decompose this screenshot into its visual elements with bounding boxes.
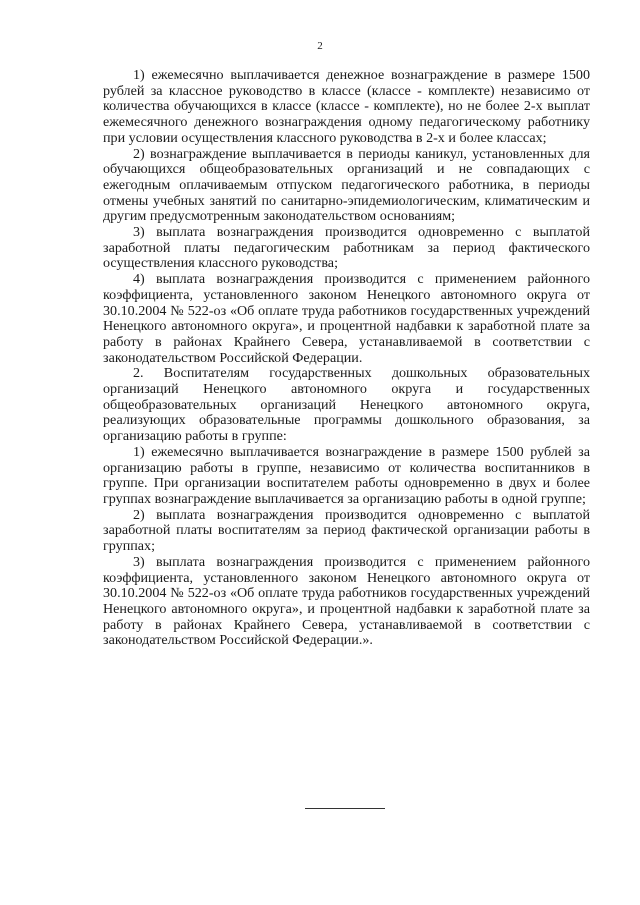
paragraph-2-1: 1) ежемесячно выплачивается вознаграждение в размере 1500 рублей за организацию работы в группе, независимо от количества воспитанников в группе. При организации воспитателем работы одновременно в двух и более группах вознаграждение выплачивается за организацию работы в одной группе;: [103, 443, 590, 507]
end-divider: [305, 808, 385, 809]
paragraph-2-intro: 2. Воспитателям государственных дошкольных образовательных организаций Ненецкого автономного округа и государственных общеобразовательных организаций Ненецкого автономного округа, реализующих образовательные программы дошкольного образования, за организацию работы в группе:: [103, 365, 590, 445]
paragraph-1-1: 1) ежемесячно выплачивается денежное вознаграждение в размере 1500 рублей за классное руководство в классе (классе - комплекте) независимо от количества обучающихся в классе (классе - комплекте), но не более 2-х выплат ежемесячного денежного вознаграждения одному педагогическому работнику при условии осуществления классного руководства в 2-х и более классах;: [103, 67, 590, 146]
document-body: [103, 68, 590, 649]
paragraph-1-3: 3) выплата вознаграждения производится одновременно с выплатой заработной платы педагогическим работникам за период фактического осуществления классного руководства;: [103, 224, 590, 272]
paragraph-2-2: 2) выплата вознаграждения производится одновременно с выплатой заработной платы воспитателям за период фактической организации работы в группах;: [103, 506, 590, 555]
paragraph-1-4: 4) выплата вознаграждения производится с применением районного коэффициента, установленного законом Ненецкого автономного округа от 30.10.2004 № 522-оз «Об оплате труда работников государственных учреждений Ненецкого автономного округа», и процентной надбавки к заработной плате за работу в районах Крайнего Севера, устанавливаемой в соответствии с законодательством Российской Федерации.: [103, 271, 590, 366]
paragraph-2-3: 3) выплата вознаграждения производится с применением районного коэффициента, установленного законом Ненецкого автономного округа от 30.10.2004 № 522-оз «Об оплате труда работников государственных учреждений Ненецкого автономного округа», и процентной надбавки к заработной плате за работу в районах Крайнего Севера, устанавливаемой в соответствии с законодательством Российской Федерации.».: [103, 553, 590, 649]
paragraph-1-2: 2) вознаграждение выплачивается в периоды каникул, установленных для обучающихся общеобразовательных организаций и не совпадающих с ежегодным оплачиваемым отпуском педагогического работника, в периоды отмены учебных занятий по санитарно-эпидемиологическим, климатическим и другим предусмотренным законодательством основаниям;: [103, 145, 590, 225]
page-number: 2: [317, 40, 323, 52]
